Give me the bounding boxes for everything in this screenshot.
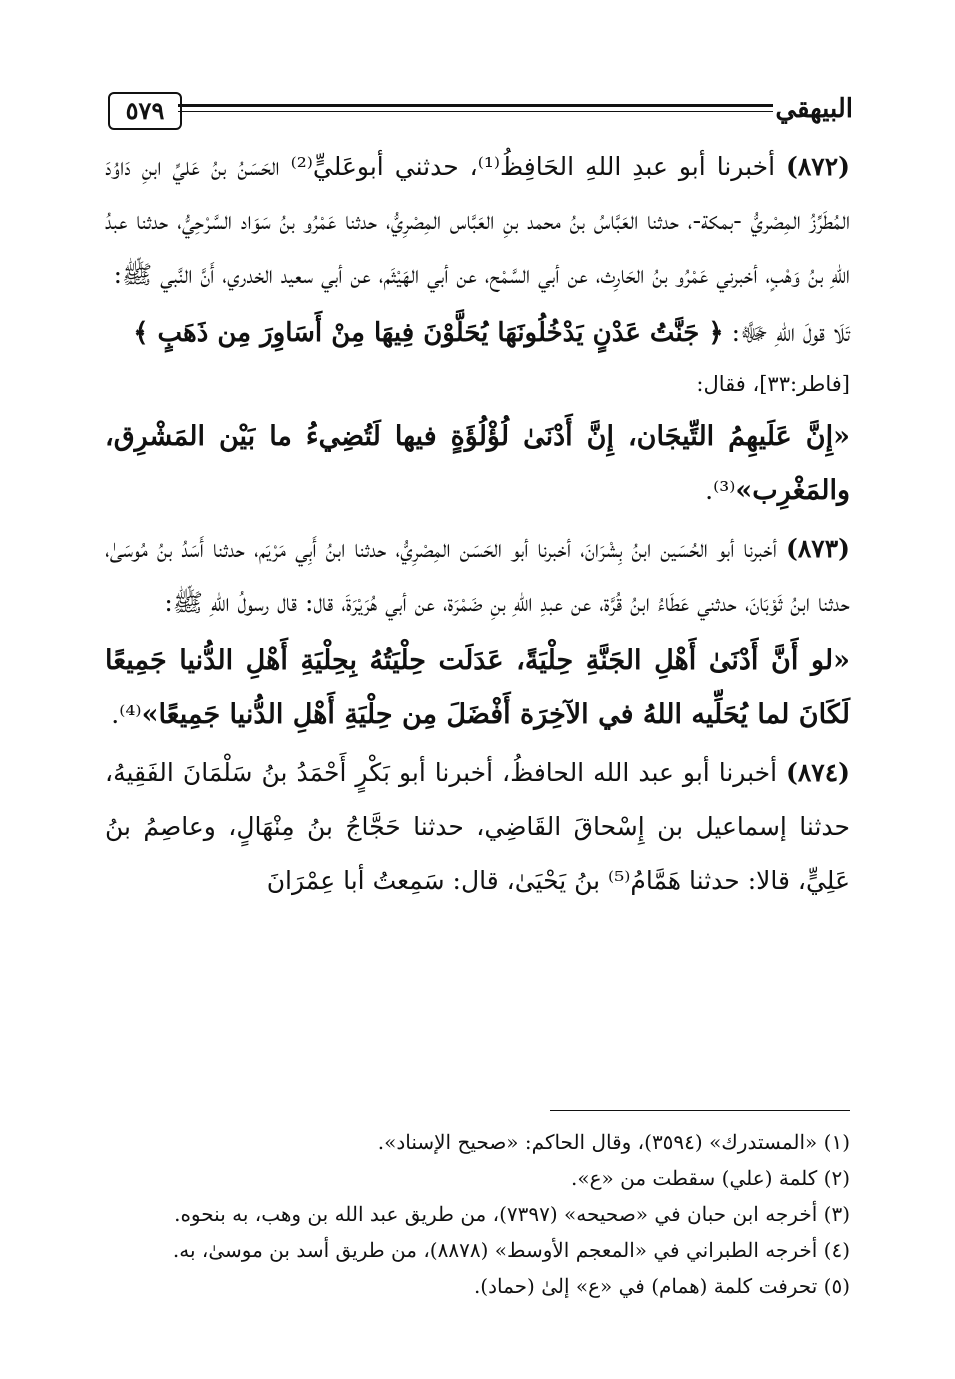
quran-lead: تَلَا قولَ اللهِ ﷻ: xyxy=(731,318,850,347)
paragraph-text: أخبرنا أبو الحُسَين ابنُ بِشْرَانَ، أخبرنا أبو الحَسَن المِصْرِيُّ، حدثنا ابنُ أَبِي مَرْيَم، حدثنا أَسَدُ بنُ مُوسَىٰ، حدثنا ابنُ ثَوْبَانَ، حدثني عَطَاءُ ابنُ قُرَّة، عن عبدِ اللهِ بنِ ضَمْرَة، عن أبي هُرَيْرَةَ، قال: قال رسولُ اللهِ ﷺ: xyxy=(105,534,850,617)
quran-reference: [فاطر:٣٣]، فقال: xyxy=(696,372,850,396)
footnote-separator xyxy=(550,1110,850,1111)
header-rule-thin xyxy=(178,111,773,112)
running-header xyxy=(108,92,853,136)
page-number: ٥٧٩ xyxy=(108,92,182,130)
hadith-number: (٨٧٢) xyxy=(786,152,850,181)
hadith-number: (٨٧٣) xyxy=(786,534,850,563)
footnotes xyxy=(105,1124,850,1304)
paragraph-text: أخبرنا أبو عبدِ اللهِ الحَافِظُ⁽¹⁾، حدثني أبوعَليٍّ⁽²⁾ الحَسَنُ بنُ عَليِّ ابنِ دَاوُدَ المُطَرِّزُ المِصْريُّ -بمكة-، حدثنا العَبَّاسُ بنُ محمد بنِ العَبَّاس المِصْرِيُّ، حدثنا عَمْرُو بنُ سَوَاد السَّرْحِيُّ، حدثنا عبدُ اللهِ بنُ وَهْبٍ، أخبرني عَمْرُو بنُ الحَارِث، عن أبي السَّمْح، عن أبي الهَيْثَم، عن أبي سعيد الخدري، أَنَّ النَّبي ﷺ: xyxy=(105,152,850,289)
main-text xyxy=(105,140,850,912)
paragraph-874 xyxy=(105,746,850,908)
paragraph-text: أخبرنا أبو عبد الله الحافظُ، أخبرنا أبو بَكْرٍ أَحْمَدُ بنُ سَلْمَانَ الفَقِيهُ، حدثنا إسماعيل بن إِسْحاقَ القَاضِي، حدثنا حَجَّاجُ بنُ مِنْهَالٍ، وعاصِمُ بنُ عَلِيٍّ، قالا: حدثنا هَمَّامُ⁽⁵⁾ بنُ يَحْيَىٰ، قال: سَمِعتُ أبا عِمْرَانَ xyxy=(105,758,850,895)
quran-verse: ﴿ جَنَّتُ عَدْنٍ يَدْخُلُونَهَا يُحَلَّوْنَ فِيهَا مِنْ أَسَاوِرَ مِن ذَهَبٍ ﴾ xyxy=(133,318,724,348)
running-title: البيهقي xyxy=(775,94,853,124)
footnote-1: (١) «المستدرك» (٣٥٩٤)، وقال الحاكم: «صحيح الإسناد». xyxy=(377,1130,850,1154)
hadith-matn: «إِنَّ عَلَيهِمُ التِّيجَان، إِنَّ أَدْنَىٰ لُؤْلُؤَةٍ فيها لَتُضِيءُ ما بَيْن المَشْرِق، والمَغْرِب» xyxy=(105,421,850,506)
footnote-4: (٤) أخرجه الطبراني في «المعجم الأوسط» (٨٨٧٨)، من طريق أسد بن موسىٰ، به. xyxy=(172,1238,850,1262)
hadith-text-1 xyxy=(105,410,850,518)
footnote-marker: ⁽⁴⁾. xyxy=(111,700,142,729)
quran-line xyxy=(105,306,850,360)
hadith-matn: «لو أَنَّ أَدْنَىٰ أَهْلِ الجَنَّةِ حِلْيَةً، عَدَلَت حِلْيَتُهُ بِحِلْيَةِ أَهْلِ الدُّنيا جَمِيعًا لَكَانَ لما يُحَلِّيه اللهُ في الآخِرَة أَفْضَلَ مِن حِلْيَةِ أَهْلِ الدُّنيا جَمِيعًا» xyxy=(105,645,850,730)
header-rule xyxy=(178,104,773,107)
footnote-3: (٣) أخرجه ابن حبان في «صحيحه» (٧٣٩٧)، من طريق عبد الله بن وهب، به بنحوه. xyxy=(174,1202,850,1226)
paragraph-873 xyxy=(105,522,850,630)
footnote-2: (٢) كلمة (علي) سقطت من «ع». xyxy=(570,1166,850,1190)
hadith-number: (٨٧٤) xyxy=(786,758,850,787)
hadith-text-2 xyxy=(105,634,850,742)
paragraph-872 xyxy=(105,140,850,302)
footnote-5: (٥) تحرفت كلمة (همام) في «ع» إلىٰ (حماد). xyxy=(473,1274,850,1298)
footnote-marker: ⁽³⁾. xyxy=(705,476,736,505)
